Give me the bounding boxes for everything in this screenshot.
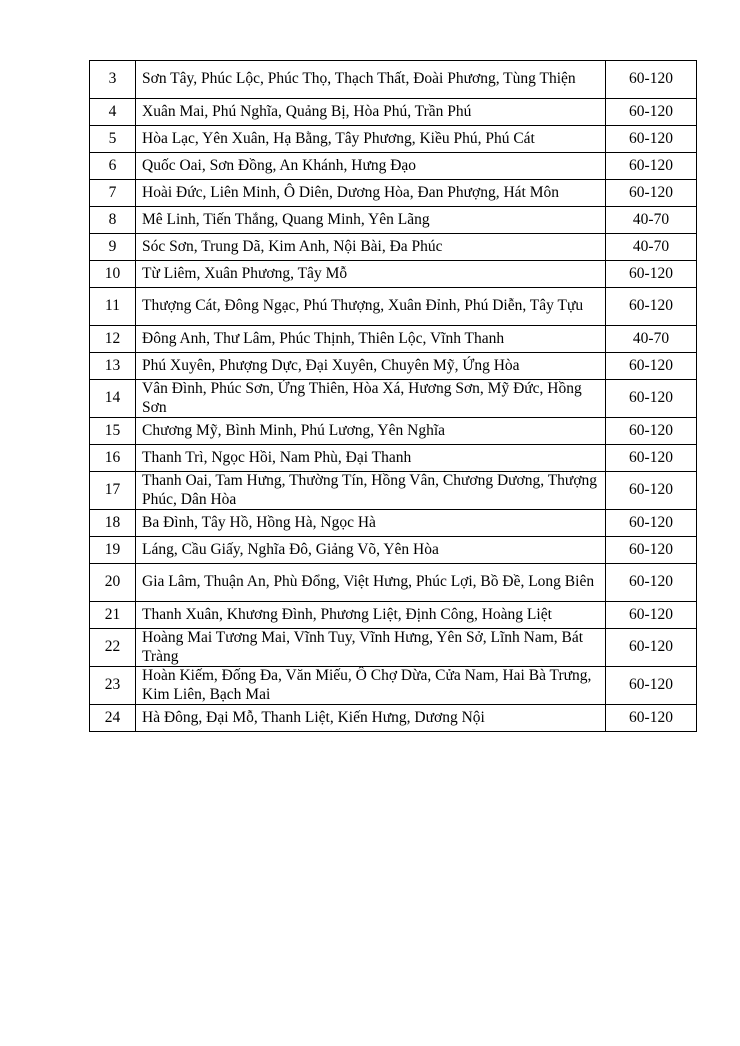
ward-names-cell: Chương Mỹ, Bình Minh, Phú Lương, Yên Nghĩa	[136, 418, 606, 445]
table-row	[90, 99, 697, 126]
table-row	[90, 61, 697, 99]
range-cell: 60-120	[606, 564, 697, 602]
table-row	[90, 629, 697, 667]
range-cell: 60-120	[606, 445, 697, 472]
row-number-cell: 23	[90, 667, 136, 705]
table-row	[90, 353, 697, 380]
table-row	[90, 445, 697, 472]
table-row	[90, 288, 697, 326]
row-number-cell: 9	[90, 234, 136, 261]
table-row	[90, 326, 697, 353]
row-number-cell: 16	[90, 445, 136, 472]
table-row	[90, 380, 697, 418]
ward-names-cell: Phú Xuyên, Phượng Dực, Đại Xuyên, Chuyên Mỹ, Ứng Hòa	[136, 353, 606, 380]
row-number-cell: 24	[90, 705, 136, 732]
ward-names-cell: Vân Đình, Phúc Sơn, Ứng Thiên, Hòa Xá, Hương Sơn, Mỹ Đức, Hồng Sơn	[136, 380, 606, 418]
table-row	[90, 602, 697, 629]
table-row	[90, 207, 697, 234]
ward-names-cell: Ba Đình, Tây Hồ, Hồng Hà, Ngọc Hà	[136, 510, 606, 537]
range-cell: 60-120	[606, 705, 697, 732]
ward-names-cell: Hoàng Mai Tương Mai, Vĩnh Tuy, Vĩnh Hưng, Yên Sở, Lĩnh Nam, Bát Tràng	[136, 629, 606, 667]
range-cell: 60-120	[606, 510, 697, 537]
ward-names-cell: Sơn Tây, Phúc Lộc, Phúc Thọ, Thạch Thất, Đoài Phương, Tùng Thiện	[136, 61, 606, 99]
table-row	[90, 153, 697, 180]
row-number-cell: 18	[90, 510, 136, 537]
ward-names-cell: Hoàn Kiếm, Đống Đa, Văn Miếu, Ô Chợ Dừa, Cửa Nam, Hai Bà Trưng, Kim Liên, Bạch Mai	[136, 667, 606, 705]
table-row	[90, 667, 697, 705]
row-number-cell: 20	[90, 564, 136, 602]
ward-names-cell: Thanh Oai, Tam Hưng, Thường Tín, Hồng Vân, Chương Dương, Thượng Phúc, Dân Hòa	[136, 472, 606, 510]
table-row	[90, 418, 697, 445]
ward-range-table	[89, 60, 697, 732]
ward-names-cell: Hòa Lạc, Yên Xuân, Hạ Bằng, Tây Phương, Kiều Phú, Phú Cát	[136, 126, 606, 153]
range-cell: 60-120	[606, 380, 697, 418]
ward-names-cell: Hà Đông, Đại Mỗ, Thanh Liệt, Kiến Hưng, Dương Nội	[136, 705, 606, 732]
ward-names-cell: Sóc Sơn, Trung Dã, Kim Anh, Nội Bài, Đa Phúc	[136, 234, 606, 261]
range-cell: 60-120	[606, 261, 697, 288]
row-number-cell: 13	[90, 353, 136, 380]
table-row	[90, 537, 697, 564]
ward-names-cell: Từ Liêm, Xuân Phương, Tây Mỗ	[136, 261, 606, 288]
table-row	[90, 564, 697, 602]
row-number-cell: 19	[90, 537, 136, 564]
range-cell: 60-120	[606, 153, 697, 180]
range-cell: 60-120	[606, 629, 697, 667]
row-number-cell: 12	[90, 326, 136, 353]
ward-names-cell: Đông Anh, Thư Lâm, Phúc Thịnh, Thiên Lộc, Vĩnh Thanh	[136, 326, 606, 353]
row-number-cell: 10	[90, 261, 136, 288]
ward-names-cell: Gia Lâm, Thuận An, Phù Đổng, Việt Hưng, Phúc Lợi, Bồ Đề, Long Biên	[136, 564, 606, 602]
row-number-cell: 14	[90, 380, 136, 418]
row-number-cell: 22	[90, 629, 136, 667]
range-cell: 60-120	[606, 99, 697, 126]
table-row	[90, 472, 697, 510]
table-row	[90, 510, 697, 537]
row-number-cell: 11	[90, 288, 136, 326]
range-cell: 60-120	[606, 537, 697, 564]
ward-names-cell: Quốc Oai, Sơn Đồng, An Khánh, Hưng Đạo	[136, 153, 606, 180]
table-row	[90, 126, 697, 153]
ward-names-cell: Mê Linh, Tiến Thắng, Quang Minh, Yên Lãng	[136, 207, 606, 234]
table-row	[90, 180, 697, 207]
range-cell: 40-70	[606, 234, 697, 261]
row-number-cell: 15	[90, 418, 136, 445]
row-number-cell: 4	[90, 99, 136, 126]
range-cell: 60-120	[606, 288, 697, 326]
range-cell: 60-120	[606, 353, 697, 380]
range-cell: 60-120	[606, 667, 697, 705]
row-number-cell: 5	[90, 126, 136, 153]
table-body	[90, 61, 697, 732]
row-number-cell: 21	[90, 602, 136, 629]
ward-names-cell: Hoài Đức, Liên Minh, Ô Diên, Dương Hòa, Đan Phượng, Hát Môn	[136, 180, 606, 207]
range-cell: 60-120	[606, 602, 697, 629]
table-row	[90, 261, 697, 288]
table-row	[90, 234, 697, 261]
range-cell: 40-70	[606, 326, 697, 353]
ward-names-cell: Thanh Trì, Ngọc Hồi, Nam Phù, Đại Thanh	[136, 445, 606, 472]
row-number-cell: 7	[90, 180, 136, 207]
range-cell: 40-70	[606, 207, 697, 234]
ward-names-cell: Láng, Cầu Giấy, Nghĩa Đô, Giảng Võ, Yên Hòa	[136, 537, 606, 564]
range-cell: 60-120	[606, 472, 697, 510]
table-row	[90, 705, 697, 732]
row-number-cell: 3	[90, 61, 136, 99]
range-cell: 60-120	[606, 418, 697, 445]
row-number-cell: 6	[90, 153, 136, 180]
ward-names-cell: Thượng Cát, Đông Ngạc, Phú Thượng, Xuân Đỉnh, Phú Diễn, Tây Tựu	[136, 288, 606, 326]
ward-names-cell: Thanh Xuân, Khương Đình, Phương Liệt, Định Công, Hoàng Liệt	[136, 602, 606, 629]
range-cell: 60-120	[606, 126, 697, 153]
ward-names-cell: Xuân Mai, Phú Nghĩa, Quảng Bị, Hòa Phú, Trần Phú	[136, 99, 606, 126]
row-number-cell: 17	[90, 472, 136, 510]
row-number-cell: 8	[90, 207, 136, 234]
range-cell: 60-120	[606, 61, 697, 99]
range-cell: 60-120	[606, 180, 697, 207]
